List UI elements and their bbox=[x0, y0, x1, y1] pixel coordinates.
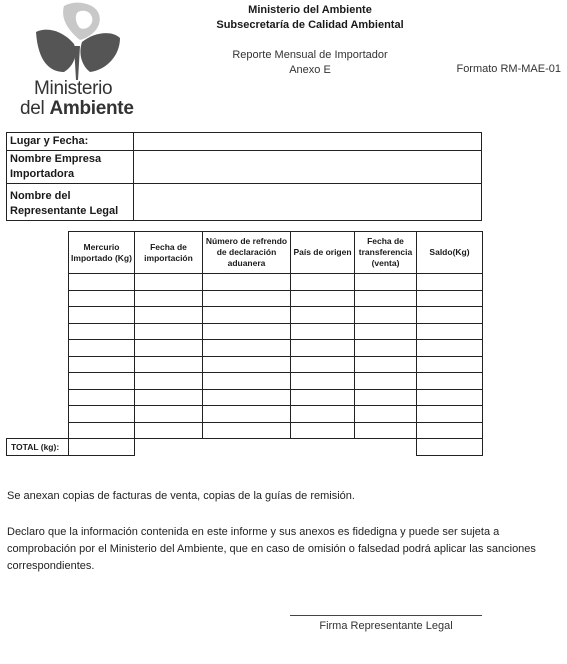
col-header-mercurio: Mercurio Importado (Kg) bbox=[69, 232, 135, 274]
total-empty-cell bbox=[355, 439, 417, 456]
table-cell[interactable] bbox=[203, 422, 291, 439]
ministry-name: Ministerio del Ambiente bbox=[248, 4, 372, 16]
total-row bbox=[7, 439, 483, 456]
table-cell[interactable] bbox=[69, 290, 135, 307]
total-empty-cell bbox=[135, 439, 203, 456]
table-cell[interactable] bbox=[135, 340, 203, 357]
table-cell[interactable] bbox=[203, 406, 291, 423]
table-cell[interactable] bbox=[355, 340, 417, 357]
table-cell[interactable] bbox=[69, 323, 135, 340]
table-cell[interactable] bbox=[69, 422, 135, 439]
table-cell[interactable] bbox=[417, 389, 483, 406]
table-row bbox=[7, 307, 483, 324]
table-cell[interactable] bbox=[69, 340, 135, 357]
table-cell[interactable] bbox=[203, 274, 291, 291]
representante-label: Nombre del Representante Legal bbox=[7, 184, 134, 221]
table-cell[interactable] bbox=[203, 307, 291, 324]
table-cell[interactable] bbox=[69, 274, 135, 291]
declaration-text: Declaro que la información contenida en este informe y sus anexos es fidedigna y puede ser sujeta a comprobación por el Ministerio del Ambiente, que en caso de omisión o falsedad podrá aplicar las sanciones correspondientes. bbox=[7, 526, 536, 572]
table-cell[interactable] bbox=[203, 323, 291, 340]
table-cell[interactable] bbox=[355, 274, 417, 291]
table-body bbox=[7, 274, 483, 456]
row-spacer bbox=[7, 323, 69, 340]
logo-text-ambiente bbox=[20, 98, 134, 120]
row-spacer bbox=[7, 389, 69, 406]
table-cell[interactable] bbox=[135, 274, 203, 291]
table-cell[interactable] bbox=[355, 422, 417, 439]
table-row bbox=[7, 422, 483, 439]
header-subtitle bbox=[150, 48, 470, 78]
table-cell[interactable] bbox=[135, 290, 203, 307]
table-cell[interactable] bbox=[291, 307, 355, 324]
table-cell[interactable] bbox=[291, 340, 355, 357]
signature-label: Firma Representante Legal bbox=[319, 620, 453, 632]
table-header-blank bbox=[7, 232, 69, 274]
total-label: TOTAL (kg): bbox=[7, 439, 69, 456]
table-cell[interactable] bbox=[69, 373, 135, 390]
row-spacer bbox=[7, 274, 69, 291]
table-cell[interactable] bbox=[203, 356, 291, 373]
table-cell[interactable] bbox=[417, 340, 483, 357]
table-cell[interactable] bbox=[69, 307, 135, 324]
table-cell[interactable] bbox=[355, 323, 417, 340]
table-cell[interactable] bbox=[69, 406, 135, 423]
info-table bbox=[6, 132, 482, 221]
table-row bbox=[7, 389, 483, 406]
table-cell[interactable] bbox=[135, 373, 203, 390]
total-saldo-cell[interactable] bbox=[417, 439, 483, 456]
empresa-label: Nombre Empresa Importadora bbox=[7, 151, 134, 184]
table-cell[interactable] bbox=[417, 422, 483, 439]
ministry-logo bbox=[16, 2, 144, 122]
table-cell[interactable] bbox=[135, 323, 203, 340]
table-row bbox=[7, 340, 483, 357]
table-cell[interactable] bbox=[203, 389, 291, 406]
logo-text-ambiente-bold: Ambiente bbox=[49, 98, 134, 119]
row-spacer bbox=[7, 307, 69, 324]
table-cell[interactable] bbox=[291, 323, 355, 340]
table-cell[interactable] bbox=[69, 389, 135, 406]
table-cell[interactable] bbox=[355, 307, 417, 324]
col-header-refrendo: Número de refrendo de declaración aduanera bbox=[203, 232, 291, 274]
col-header-saldo: Saldo(Kg) bbox=[417, 232, 483, 274]
row-spacer bbox=[7, 422, 69, 439]
table-cell[interactable] bbox=[417, 307, 483, 324]
row-spacer bbox=[7, 340, 69, 357]
col-header-fecha-importacion: Fecha de importación bbox=[135, 232, 203, 274]
logo-text-del: del bbox=[20, 98, 50, 119]
table-row bbox=[7, 356, 483, 373]
info-row-empresa bbox=[7, 151, 482, 184]
table-cell[interactable] bbox=[417, 406, 483, 423]
annex-note: Se anexan copias de facturas de venta, copias de la guías de remisión. bbox=[7, 490, 355, 502]
table-cell[interactable] bbox=[355, 406, 417, 423]
table-cell[interactable] bbox=[291, 422, 355, 439]
table-cell[interactable] bbox=[135, 307, 203, 324]
row-spacer bbox=[7, 356, 69, 373]
total-empty-cell bbox=[291, 439, 355, 456]
info-row-representante bbox=[7, 184, 482, 221]
table-cell[interactable] bbox=[291, 389, 355, 406]
empresa-field[interactable] bbox=[134, 151, 482, 184]
table-cell[interactable] bbox=[291, 274, 355, 291]
import-data-table bbox=[6, 231, 483, 456]
col-header-fecha-transferencia: Fecha de transferencia (venta) bbox=[355, 232, 417, 274]
signature-line bbox=[290, 615, 482, 616]
table-cell[interactable] bbox=[355, 290, 417, 307]
table-cell[interactable] bbox=[291, 406, 355, 423]
table-cell[interactable] bbox=[135, 389, 203, 406]
table-cell[interactable] bbox=[291, 356, 355, 373]
formato-code: Formato RM-MAE-01 bbox=[456, 63, 561, 75]
table-cell[interactable] bbox=[203, 373, 291, 390]
total-empty-cell bbox=[203, 439, 291, 456]
info-row-lugar bbox=[7, 133, 482, 151]
table-cell[interactable] bbox=[135, 406, 203, 423]
report-title: Reporte Mensual de Importador bbox=[232, 49, 388, 61]
header-title bbox=[150, 3, 470, 33]
table-row bbox=[7, 290, 483, 307]
table-header-row bbox=[7, 232, 483, 274]
table-cell[interactable] bbox=[417, 323, 483, 340]
row-spacer bbox=[7, 290, 69, 307]
logo-text-ministerio: Ministerio bbox=[34, 78, 113, 99]
table-cell[interactable] bbox=[135, 422, 203, 439]
table-cell[interactable] bbox=[417, 356, 483, 373]
table-row bbox=[7, 373, 483, 390]
table-row bbox=[7, 274, 483, 291]
table-cell[interactable] bbox=[417, 290, 483, 307]
row-spacer bbox=[7, 406, 69, 423]
table-cell[interactable] bbox=[417, 274, 483, 291]
table-cell[interactable] bbox=[355, 356, 417, 373]
table-cell[interactable] bbox=[291, 373, 355, 390]
lugar-fecha-label: Lugar y Fecha: bbox=[7, 133, 134, 151]
representante-field[interactable] bbox=[134, 184, 482, 221]
table-cell[interactable] bbox=[69, 356, 135, 373]
table-cell[interactable] bbox=[203, 290, 291, 307]
table-row bbox=[7, 323, 483, 340]
table-cell[interactable] bbox=[135, 356, 203, 373]
col-header-pais: País de origen bbox=[291, 232, 355, 274]
table-row bbox=[7, 406, 483, 423]
anexo-label: Anexo E bbox=[289, 64, 331, 76]
table-cell[interactable] bbox=[203, 340, 291, 357]
table-cell[interactable] bbox=[355, 389, 417, 406]
table-cell[interactable] bbox=[355, 373, 417, 390]
table-cell[interactable] bbox=[291, 290, 355, 307]
total-mercurio-cell[interactable] bbox=[69, 439, 135, 456]
subsecretaria-name: Subsecretaría de Calidad Ambiental bbox=[216, 19, 404, 31]
lugar-fecha-field[interactable] bbox=[134, 133, 482, 151]
table-cell[interactable] bbox=[417, 373, 483, 390]
flower-logo-icon bbox=[34, 2, 122, 80]
row-spacer bbox=[7, 373, 69, 390]
